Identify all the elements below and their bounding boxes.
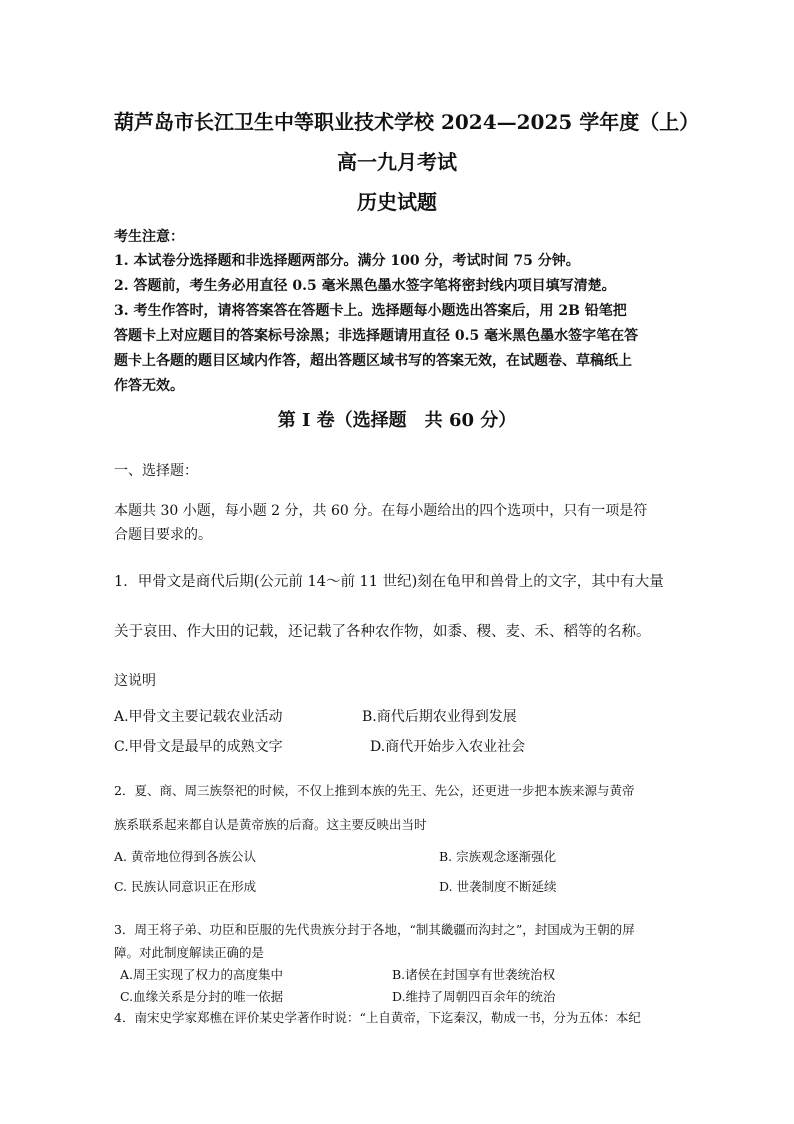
section-title: 第 I 卷（选择题 共 60 分） — [277, 410, 517, 431]
part-label: 一、选择题： — [114, 463, 198, 479]
question-1-option-d[interactable]: D.商代开始步入农业社会 — [370, 739, 526, 755]
notice-line-5: 题卡上各题的题目区域内作答，超出答题区域书写的答案无效，在试题卷、草稿纸上 — [114, 353, 632, 369]
notice-line-2: 2. 答题前，考生务必用直径 0.5 毫米黑色墨水签字笔将密封线内项目填写清楚。 — [114, 278, 616, 294]
question-3-option-c[interactable]: C.血缘关系是分封的唯一依据 — [120, 989, 284, 1004]
question-3-stem-line-1: 3．周王将子弟、功臣和臣服的先代贵族分封于各地，“制其畿疆而沟封之”，封国成为王朝的屏 — [114, 922, 635, 937]
question-4-stem-line-1: 4．南宋史学家郑樵在评价某史学著作时说：“上自黄帝，下迄秦汉，勒成一书，分为五体：本纪 — [114, 1010, 641, 1025]
question-2-stem-line-1: 2．夏、商、周三族祭祀的时候，不仅上推到本族的先王、先公，还更进一步把本族来源与黄帝 — [114, 783, 635, 798]
question-2-option-d[interactable]: D. 世袭制度不断延续 — [439, 879, 557, 894]
question-3-option-b[interactable]: B.诸侯在封国享有世袭统治权 — [392, 967, 556, 982]
section-intro-line-2: 合题目要求的。 — [114, 527, 212, 543]
question-2-option-b[interactable]: B. 宗族观念逐渐强化 — [439, 849, 557, 864]
question-1-option-b[interactable]: B.商代后期农业得到发展 — [362, 709, 517, 725]
notice-line-1: 1. 本试卷分选择题和非选择题两部分。满分 100 分，考试时间 75 分钟。 — [114, 253, 580, 269]
question-2-option-a[interactable]: A. 黄帝地位得到各族公认 — [114, 849, 256, 864]
exam-title-grade: 高一九月考试 — [337, 150, 457, 174]
notice-line-6: 作答无效。 — [114, 378, 184, 394]
question-1-stem-line-1: 1．甲骨文是商代后期(公元前 14～前 11 世纪)刻在龟甲和兽骨上的文字，其中有大量 — [114, 574, 664, 590]
question-1-option-c[interactable]: C.甲骨文是最早的成熟文字 — [114, 739, 283, 755]
question-1-stem-line-2: 关于哀田、作大田的记载，还记载了各种农作物，如黍、稷、麦、禾、稻等的名称。 — [114, 624, 651, 640]
exam-title-school: 葫芦岛市长江卫生中等职业技术学校 2024—2025 学年度（上） — [114, 110, 700, 134]
notice-line-3: 3. 考生作答时，请将答案答在答题卡上。选择题每小题选出答案后，用 2B 铅笔把 — [114, 303, 627, 319]
question-3-option-a[interactable]: A.周王实现了权力的高度集中 — [120, 967, 284, 982]
section-intro-line-1: 本题共 30 小题，每小题 2 分，共 60 分。在每小题给出的四个选项中，只有一项是符 — [114, 503, 648, 519]
notice-heading: 考生注意： — [114, 229, 184, 245]
question-1-stem-line-3: 这说明 — [114, 673, 156, 689]
question-2-option-c[interactable]: C. 民族认同意识正在形成 — [114, 879, 257, 894]
notice-line-4: 答题卡上对应题目的答案标号涂黑；非选择题请用直径 0.5 毫米黑色墨水签字笔在答 — [114, 328, 639, 344]
question-2-stem-line-2: 族系联系起来都自认是黄帝族的后裔。这主要反映出当时 — [114, 817, 427, 832]
question-1-option-a[interactable]: A.甲骨文主要记载农业活动 — [114, 709, 283, 725]
question-3-option-d[interactable]: D.维持了周朝四百余年的统治 — [392, 989, 556, 1004]
exam-title-subject: 历史试题 — [357, 190, 437, 214]
question-3-stem-line-2: 障。对此制度解读正确的是 — [114, 945, 265, 960]
